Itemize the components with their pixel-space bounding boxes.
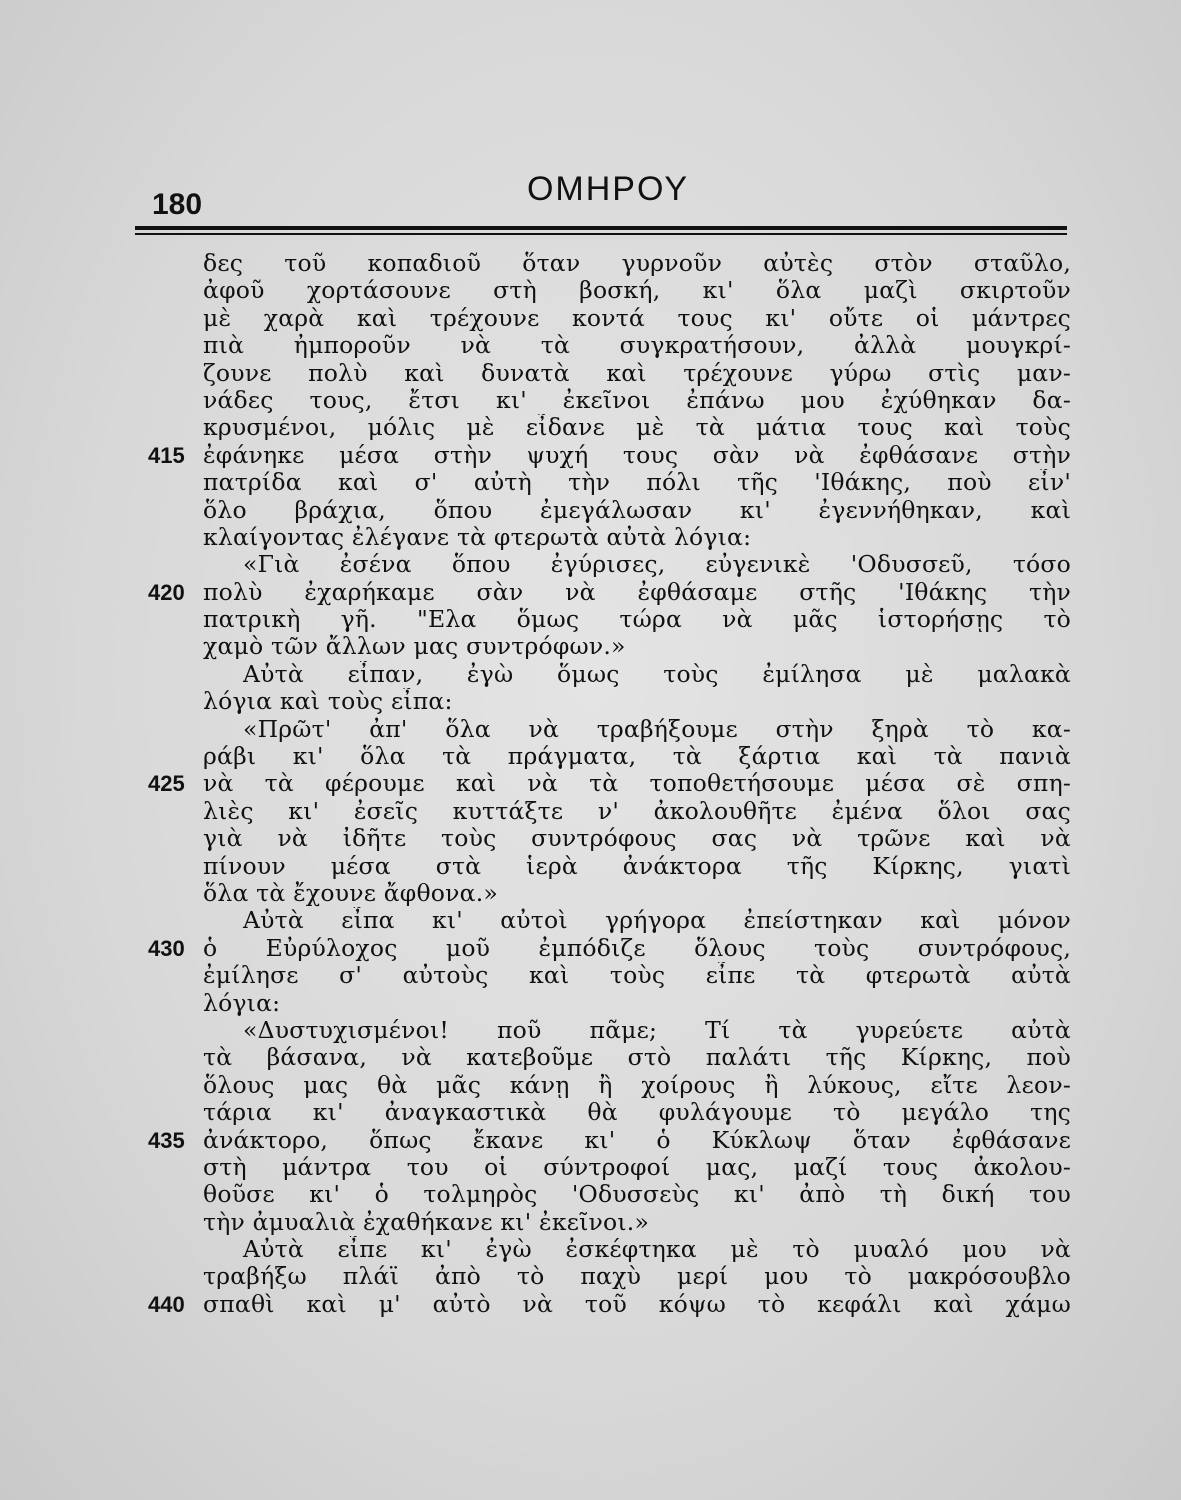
- line-text: ζουνε πολὺ καὶ δυνατὰ καὶ τρέχουνε γύρω στὶς μαν-: [203, 359, 1071, 387]
- body-text: [0, 250, 1181, 1318]
- text-line: [0, 798, 1181, 825]
- text-line: [0, 524, 1181, 551]
- line-text: πιὰ ἠμποροῦν νὰ τὰ συγκρατήσουν, ἀλλὰ μουγκρί-: [203, 332, 1071, 360]
- text-line: [0, 1154, 1181, 1181]
- line-text: τὰ βάσανα, νὰ κατεβοῦμε στὸ παλάτι τῆς Κίρκης, ποὺ: [203, 1044, 1071, 1072]
- line-text: πίνουν μέσα στὰ ἱερὰ ἀνάκτορα τῆς Κίρκης, γιατὶ: [203, 852, 1071, 880]
- line-text: στὴ μάντρα του οἱ σύντροφοί μας, μαζί τους ἀκολου-: [203, 1153, 1071, 1181]
- line-text: ἐμίλησε σ' αὐτοὺς καὶ τοὺς εἶπε τὰ φτερωτὰ αὐτὰ: [203, 962, 1071, 990]
- line-text: τὴν ἀμυαλιὰ ἐχαθήκανε κι' ἐκεῖνοι.»: [203, 1208, 650, 1236]
- line-text: τραβήξω πλάϊ ἀπὸ τὸ παχὺ μερί μου τὸ μακρόσουβλο: [203, 1263, 1071, 1291]
- line-text: ὁ Εὐρύλοχος μοῦ ἐμπόδιζε ὅλους τοὺς συντρόφους,: [203, 934, 1071, 962]
- line-text: λόγια καὶ τοὺς εἶπα:: [203, 688, 453, 716]
- line-number: 440: [148, 1291, 185, 1317]
- text-line: [0, 387, 1181, 414]
- line-number: 430: [148, 935, 185, 961]
- text-line: [0, 716, 1181, 743]
- header-rule-thin: [135, 233, 1067, 235]
- line-text: δες τοῦ κοπαδιοῦ ὅταν γυρνοῦν αὐτὲς στὸν σταῦλο,: [203, 250, 1071, 277]
- line-text: μὲ χαρὰ καὶ τρέχουνε κοντά τους κι' οὔτε οἱ μάντρες: [203, 304, 1071, 332]
- line-number: 425: [148, 771, 185, 797]
- text-line: [0, 907, 1181, 934]
- text-line: [0, 853, 1181, 880]
- text-line: [0, 743, 1181, 770]
- text-line: [0, 1127, 1181, 1154]
- text-line: [0, 1017, 1181, 1044]
- line-text: πατρίδα καὶ σ' αὐτὴ τὴν πόλι τῆς 'Ιθάκης, ποὺ εἶν': [203, 469, 1071, 497]
- line-text: «Πρῶτ' ἀπ' ὅλα νὰ τραβήξουμε στὴν ξηρὰ τὸ κα-: [243, 715, 1071, 743]
- text-line: [0, 606, 1181, 633]
- text-line: [0, 414, 1181, 441]
- line-text: ράβι κι' ὅλα τὰ πράγματα, τὰ ξάρτια καὶ τὰ πανιὰ: [203, 743, 1071, 771]
- line-text: ἐφάνηκε μέσα στὴν ψυχή τους σὰν νὰ ἐφθάσανε στὴν: [203, 441, 1071, 469]
- line-number: 435: [148, 1127, 185, 1153]
- text-line: [0, 661, 1181, 688]
- text-line: [0, 633, 1181, 660]
- text-line: [0, 990, 1181, 1017]
- line-text: θοῦσε κι' ὁ τολμηρὸς 'Οδυσσεὺς κι' ἀπὸ τὴ δική του: [203, 1181, 1071, 1209]
- text-line: [0, 1181, 1181, 1208]
- line-text: λιὲς κι' ἐσεῖς κυττάξτε ν' ἀκολουθῆτε ἐμένα ὅλοι σας: [203, 797, 1071, 825]
- line-number: 415: [148, 442, 185, 468]
- text-line: [0, 1099, 1181, 1126]
- text-line: [0, 305, 1181, 332]
- page-number: 180: [152, 188, 203, 221]
- text-line: [0, 770, 1181, 797]
- line-text: Αὐτὰ εἶπαν, ἐγὼ ὅμως τοὺς ἐμίλησα μὲ μαλακὰ: [243, 660, 1071, 688]
- text-line: [0, 688, 1181, 715]
- line-text: ὅλα τὰ ἔχουνε ἄφθονα.»: [203, 879, 498, 907]
- text-line: [0, 579, 1181, 606]
- running-title: ΟΜΗΡΟΥ: [526, 170, 690, 208]
- line-text: Αὐτὰ εἶπα κι' αὐτοὶ γρήγορα ἐπείστηκαν καὶ μόνον: [243, 907, 1071, 935]
- text-line: [0, 935, 1181, 962]
- line-text: νάδες τους, ἔτσι κι' ἐκεῖνοι ἐπάνω μου ἐχύθηκαν δα-: [203, 386, 1071, 414]
- text-line: [0, 1236, 1181, 1263]
- line-text: ὅλους μας θὰ μᾶς κάνῃ ἢ χοίρους ἢ λύκους, εἴτε λεον-: [203, 1071, 1071, 1099]
- text-line: [0, 825, 1181, 852]
- text-line: [0, 469, 1181, 496]
- line-text: ἀφοῦ χορτάσουνε στὴ βοσκή, κι' ὅλα μαζὶ σκιρτοῦν: [203, 277, 1071, 305]
- line-text: πατρικὴ γῆ. "Ελα ὅμως τώρα νὰ μᾶς ἱστορήσῃς τὸ: [203, 606, 1071, 634]
- text-line: [0, 277, 1181, 304]
- text-line: [0, 880, 1181, 907]
- text-line: [0, 1291, 1181, 1318]
- text-line: [0, 1209, 1181, 1236]
- line-text: Αὐτὰ εἶπε κι' ἐγὼ ἐσκέφτηκα μὲ τὸ μυαλό μου νὰ: [243, 1236, 1071, 1264]
- line-text: γιὰ νὰ ἰδῆτε τοὺς συντρόφους σας νὰ τρῶνε καὶ νὰ: [203, 825, 1071, 853]
- line-text: χαμὸ τῶν ἄλλων μας συντρόφων.»: [203, 633, 626, 661]
- page-header: [148, 160, 1068, 220]
- text-line: [0, 551, 1181, 578]
- header-rule-thick: [135, 226, 1067, 230]
- line-text: λόγια:: [203, 989, 281, 1017]
- text-line: [0, 442, 1181, 469]
- text-line: [0, 1072, 1181, 1099]
- line-text: πολὺ ἐχαρήκαμε σὰν νὰ ἐφθάσαμε στῆς 'Ιθάκης τὴν: [203, 578, 1071, 606]
- text-line: [0, 962, 1181, 989]
- line-text: τάρια κι' ἀναγκαστικὰ θὰ φυλάγουμε τὸ μεγάλο της: [203, 1099, 1071, 1127]
- line-text: «Γιὰ ἐσένα ὅπου ἐγύρισες, εὐγενικὲ 'Οδυσσεῦ, τόσο: [243, 551, 1071, 579]
- line-text: «Δυστυχισμένοι! ποῦ πᾶμε; Τί τὰ γυρεύετε αὐτὰ: [243, 1016, 1071, 1044]
- text-line: [0, 1044, 1181, 1071]
- text-line: [0, 250, 1181, 277]
- line-text: κρυσμένοι, μόλις μὲ εἶδανε μὲ τὰ μάτια τους καὶ τοὺς: [203, 414, 1071, 442]
- text-line: [0, 332, 1181, 359]
- text-line: [0, 497, 1181, 524]
- text-line: [0, 1263, 1181, 1290]
- line-text: ὅλο βράχια, ὅπου ἐμεγάλωσαν κι' ἐγεννήθηκαν, καὶ: [203, 496, 1071, 524]
- line-text: νὰ τὰ φέρουμε καὶ νὰ τὰ τοποθετήσουμε μέσα σὲ σπη-: [203, 770, 1071, 798]
- line-text: κλαίγοντας ἐλέγανε τὰ φτερωτὰ αὐτὰ λόγια:: [203, 523, 752, 551]
- line-number: 420: [148, 579, 185, 605]
- text-line: [0, 360, 1181, 387]
- line-text: ἀνάκτορο, ὅπως ἔκανε κι' ὁ Κύκλωψ ὅταν ἐφθάσανε: [203, 1126, 1071, 1154]
- line-text: σπαθὶ καὶ μ' αὐτὸ νὰ τοῦ κόψω τὸ κεφάλι καὶ χάμω: [203, 1290, 1071, 1318]
